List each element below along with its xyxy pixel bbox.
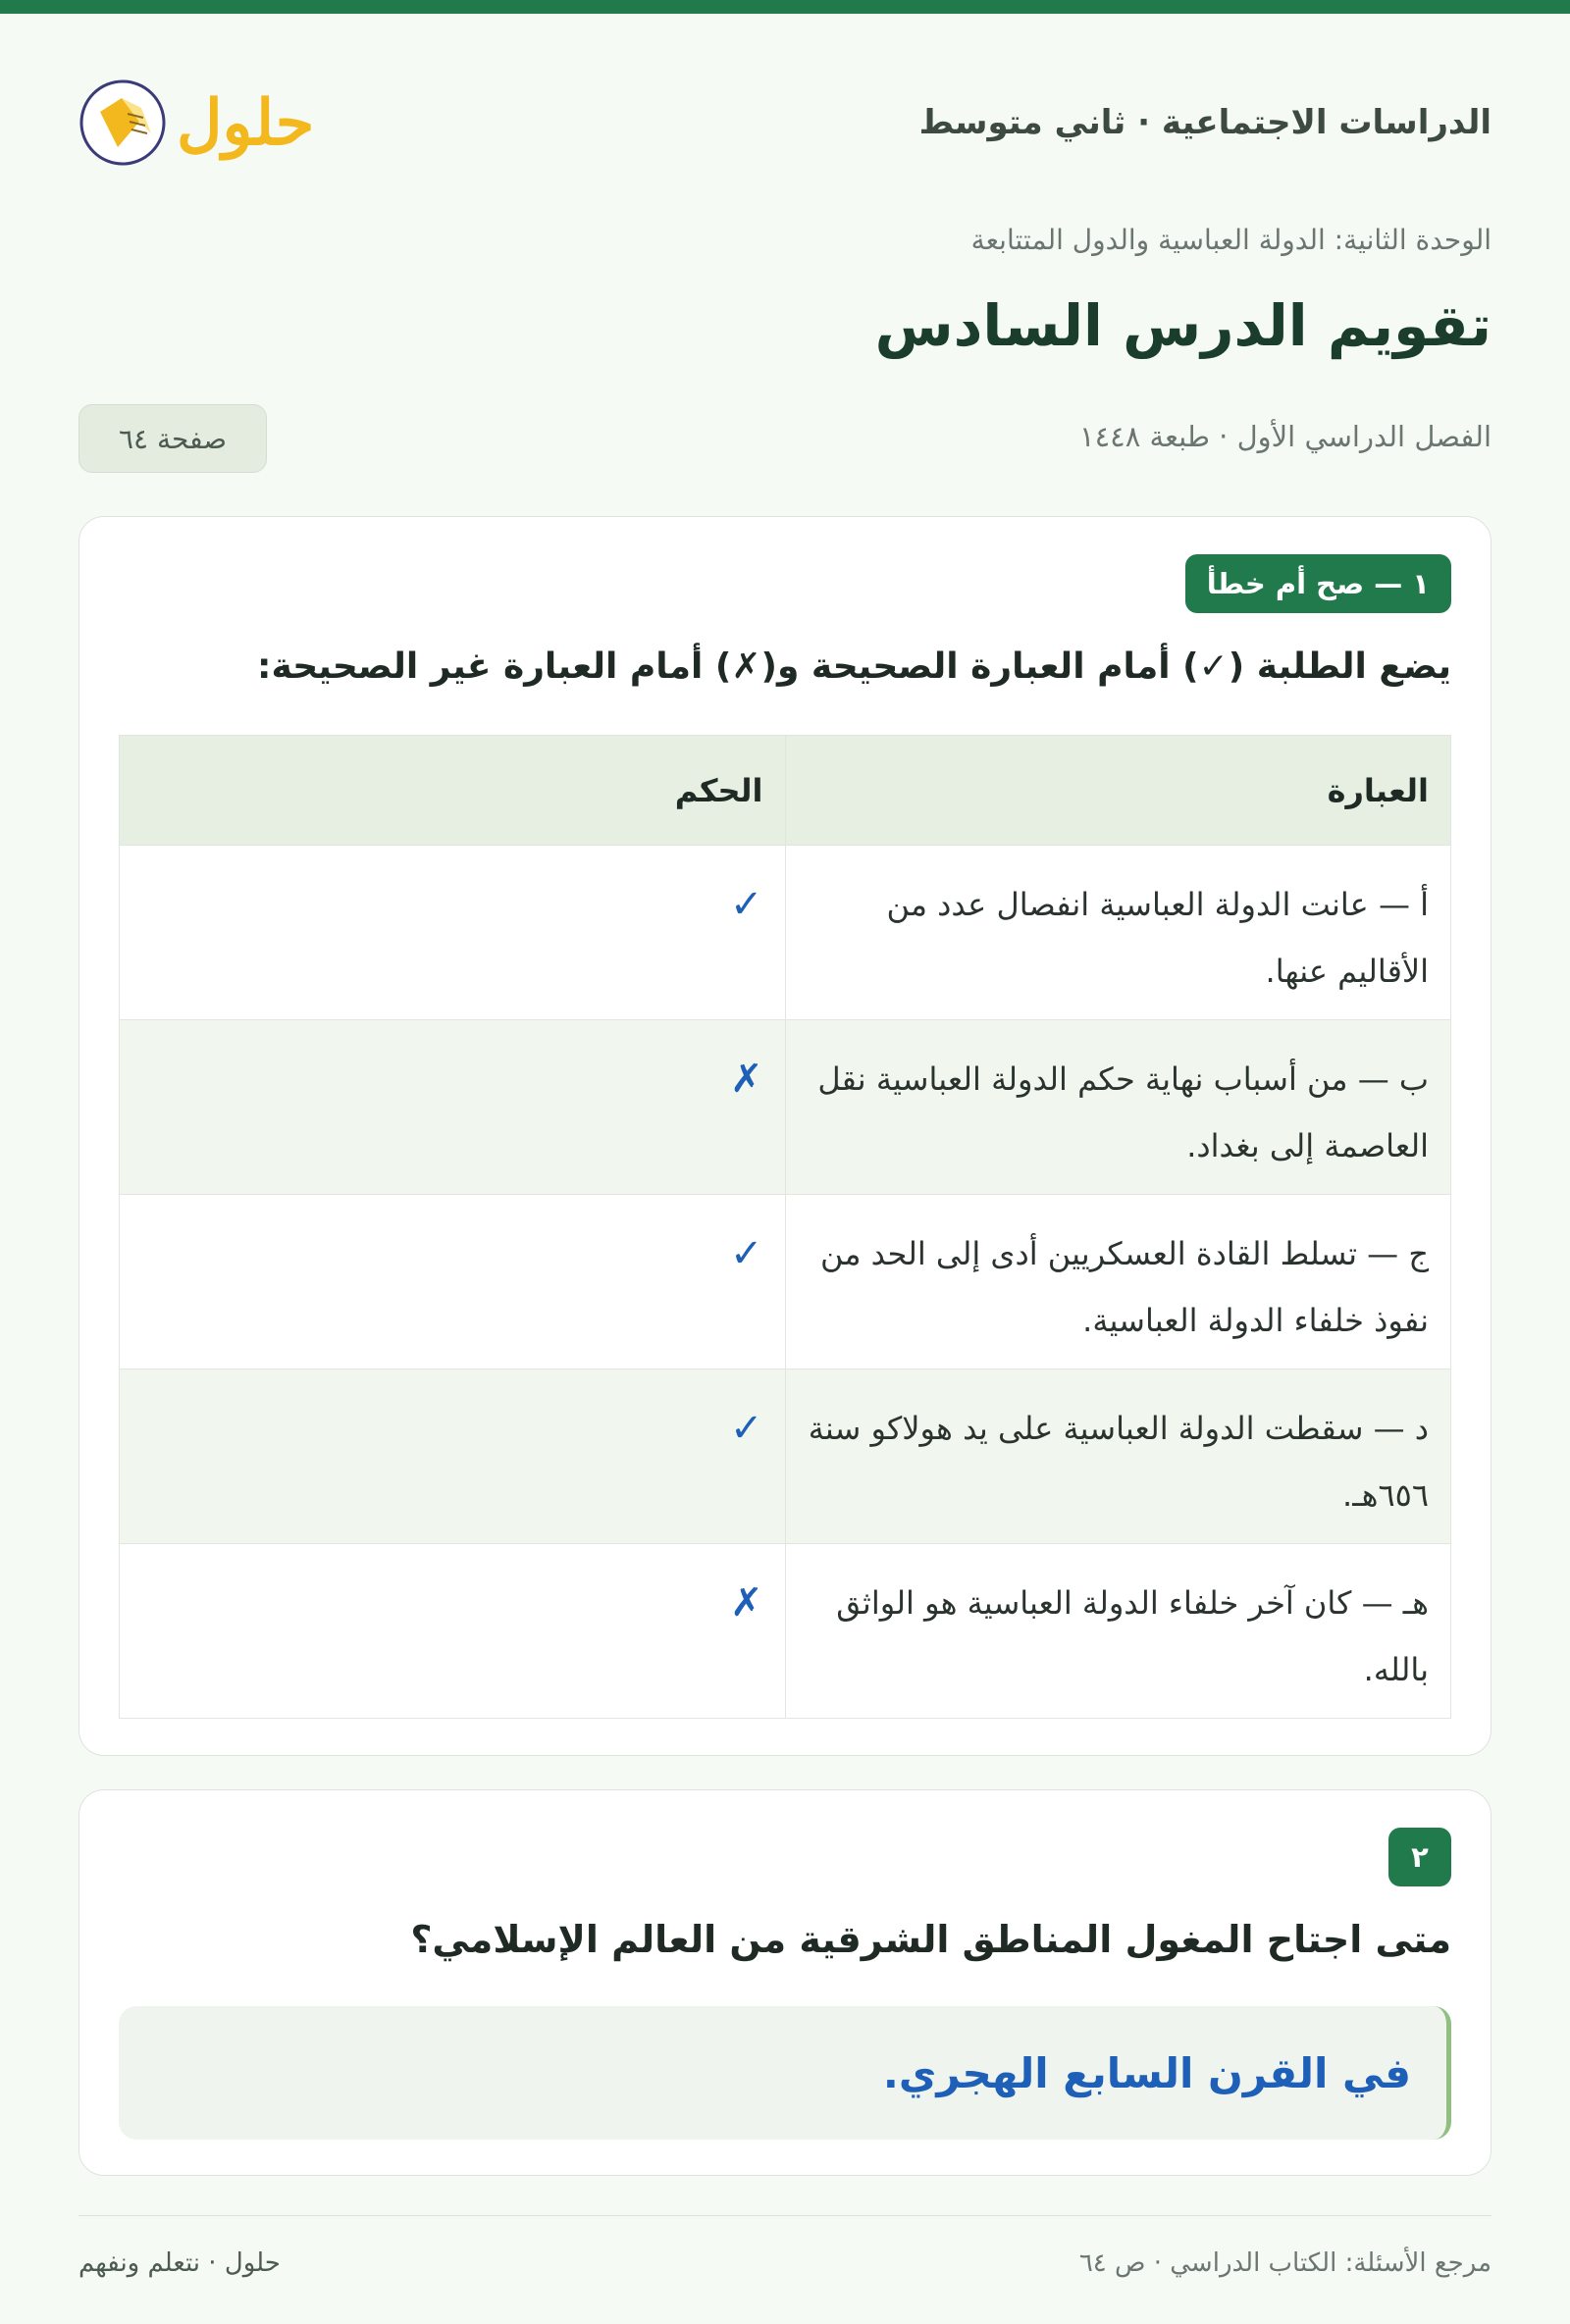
true-false-table (119, 735, 1451, 1719)
section-badge: ٢ (1388, 1828, 1451, 1886)
verdict-cell: ✗ (120, 1544, 786, 1719)
term-edition: الفصل الدراسي الأول · طبعة ١٤٤٨ (1079, 420, 1492, 453)
column-header-verdict: الحكم (120, 736, 786, 846)
statement-cell: د — سقطت الدولة العباسية على يد هولاكو سنة ٦٥٦هـ. (785, 1369, 1451, 1544)
section-badge: ١ — صح أم خطأ (1185, 554, 1451, 613)
statement-cell: هـ — كان آخر خلفاء الدولة العباسية هو الواثق بالله. (785, 1544, 1451, 1719)
table-row (120, 1020, 1451, 1195)
table-header-row (120, 736, 1451, 846)
table-row (120, 1544, 1451, 1719)
verdict-cell: ✓ (120, 1195, 786, 1369)
column-header-statement: العبارة (785, 736, 1451, 846)
footer-reference: مرجع الأسئلة: الكتاب الدراسي · ص ٦٤ (1078, 2248, 1492, 2278)
table-row (120, 1369, 1451, 1544)
question-card (78, 1789, 1492, 2176)
question-text: متى اجتاح المغول المناطق الشرقية من العالم الإسلامي؟ (410, 1918, 1451, 1961)
table-row (120, 1195, 1451, 1369)
page-header (78, 59, 1492, 186)
footer-divider (78, 2215, 1492, 2216)
statement-cell: ج — تسلط القادة العسكريين أدى إلى الحد من نفوذ خلفاء الدولة العباسية. (785, 1195, 1451, 1369)
verdict-cell: ✓ (120, 1369, 786, 1544)
answer-box (119, 2006, 1451, 2140)
verdict-cell: ✗ (120, 1020, 786, 1195)
subject-title: الدراسات الاجتماعية · ثاني متوسط (918, 103, 1492, 142)
unit-name: الوحدة الثانية: الدولة العباسية والدول المتتابعة (970, 224, 1492, 256)
instruction-text: يضع الطلبة (✓) أمام العبارة الصحيحة و(✗) أمام العبارة غير الصحيحة: (257, 646, 1451, 687)
top-accent-bar (0, 0, 1570, 14)
page-title: تقويم الدرس السادس (874, 292, 1492, 359)
statement-cell: ب — من أسباب نهاية حكم الدولة العباسية نقل العاصمة إلى بغداد. (785, 1020, 1451, 1195)
table-row (120, 846, 1451, 1020)
true-false-card (78, 516, 1492, 1756)
site-logo[interactable] (78, 78, 314, 167)
answer-text: في القرن السابع الهجري. (882, 2048, 1411, 2097)
verdict-cell: ✓ (120, 846, 786, 1020)
footer-brand: حلول · نتعلم ونفهم (78, 2248, 281, 2278)
statement-cell: أ — عانت الدولة العباسية انفصال عدد من الأقاليم عنها. (785, 846, 1451, 1020)
logo-text: حلول (177, 85, 315, 160)
book-logo-icon (78, 78, 167, 167)
page-number-chip: صفحة ٦٤ (78, 404, 267, 473)
